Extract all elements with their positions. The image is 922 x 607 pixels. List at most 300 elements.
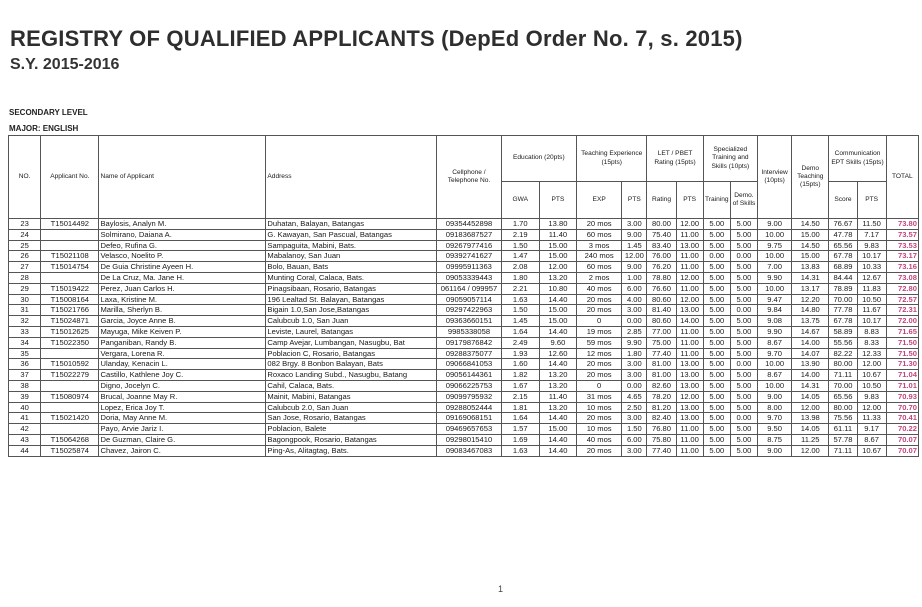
- header-let-pts: PTS: [676, 182, 703, 219]
- cell-gwa: 1.50: [501, 240, 539, 251]
- cell-gwa: 2.15: [501, 391, 539, 402]
- header-name: Name of Applicant: [99, 136, 266, 219]
- header-communication-pts: PTS: [857, 182, 886, 219]
- cell-rating: 77.40: [647, 348, 676, 359]
- cell-total: 71.01: [886, 380, 918, 391]
- cell-total: 72.80: [886, 283, 918, 294]
- cell-communication-pts: 11.67: [857, 305, 886, 316]
- cell-gwa: 1.47: [501, 251, 539, 262]
- cell-communication-pts: 10.50: [857, 294, 886, 305]
- cell-communication-pts: 10.33: [857, 262, 886, 273]
- cell-education-pts: 13.20: [539, 380, 576, 391]
- cell-demo-skills: 5.00: [730, 424, 757, 435]
- cell-address: 196 Lealtad St. Balayan, Batangas: [266, 294, 437, 305]
- cell-total: 70.93: [886, 391, 918, 402]
- cell-phone: 09288375077: [437, 348, 501, 359]
- cell-let-pts: 13.00: [676, 359, 703, 370]
- cell-total: 71.30: [886, 359, 918, 370]
- cell-communication-pts: 8.83: [857, 326, 886, 337]
- cell-total: 73.53: [886, 240, 918, 251]
- cell-address: Bolo, Bauan, Bats: [266, 262, 437, 273]
- cell-name: Chavez, Jairon C.: [99, 445, 266, 456]
- cell-phone: 09183687527: [437, 229, 501, 240]
- cell-address: Munting Coral, Calaca, Bats.: [266, 272, 437, 283]
- cell-name: Payo, Arvie Jariz I.: [99, 424, 266, 435]
- cell-communication-pts: 10.67: [857, 370, 886, 381]
- cell-total: 73.57: [886, 229, 918, 240]
- cell-let-pts: 11.00: [676, 326, 703, 337]
- cell-phone: 09267977416: [437, 240, 501, 251]
- cell-training: 5.00: [703, 445, 730, 456]
- school-year: S.Y. 2015-2016: [10, 56, 120, 73]
- cell-training: 5.00: [703, 326, 730, 337]
- cell-demo-skills: 5.00: [730, 240, 757, 251]
- cell-applicant-no: T15008164: [41, 294, 99, 305]
- header-rating: Rating: [647, 182, 676, 219]
- header-interview: Interview (10pts): [758, 136, 792, 219]
- header-address: Address: [266, 136, 437, 219]
- cell-score: 65.56: [829, 391, 857, 402]
- header-experience-pts: PTS: [622, 182, 647, 219]
- cell-address: San Jose, Rosario, Batangas: [266, 413, 437, 424]
- cell-name: Solmirano, Daiana A.: [99, 229, 266, 240]
- cell-education-pts: 14.40: [539, 413, 576, 424]
- cell-rating: 81.00: [647, 370, 676, 381]
- cell-score: 68.89: [829, 262, 857, 273]
- cell-score: 57.78: [829, 434, 857, 445]
- cell-applicant-no: T15012625: [41, 326, 99, 337]
- cell-rating: 82.40: [647, 413, 676, 424]
- cell-demo-teaching: 15.00: [792, 229, 829, 240]
- cell-exp: 10 mos: [577, 402, 622, 413]
- cell-demo-skills: 5.00: [730, 402, 757, 413]
- header-gwa: GWA: [501, 182, 539, 219]
- header-specialized-training: Specialized Training and Skills (10pts): [703, 136, 757, 182]
- document-title: REGISTRY OF QUALIFIED APPLICANTS (DepEd Order No. 7, s. 2015): [10, 26, 743, 51]
- cell-address: Ping-As, Alitagtag, Bats.: [266, 445, 437, 456]
- cell-exp: 20 mos: [577, 305, 622, 316]
- header-no: NO.: [9, 136, 41, 219]
- cell-address: Cahil, Calaca, Bats.: [266, 380, 437, 391]
- cell-phone: 09298015410: [437, 434, 501, 445]
- cell-applicant-no: [41, 272, 99, 283]
- cell-training: 5.00: [703, 434, 730, 445]
- cell-rating: 75.80: [647, 434, 676, 445]
- cell-score: 76.67: [829, 219, 857, 230]
- cell-experience-pts: 3.00: [622, 305, 647, 316]
- cell-address: Bigain 1.0,San Jose,Batangas: [266, 305, 437, 316]
- cell-training: 5.00: [703, 283, 730, 294]
- cell-address: Duhatan, Balayan, Batangas: [266, 219, 437, 230]
- cell-communication-pts: 12.00: [857, 359, 886, 370]
- cell-no: 36: [9, 359, 41, 370]
- header-score: Score: [829, 182, 857, 219]
- cell-total: 72.00: [886, 316, 918, 327]
- cell-experience-pts: 9.90: [622, 337, 647, 348]
- cell-demo-skills: 0.00: [730, 359, 757, 370]
- cell-education-pts: 13.20: [539, 272, 576, 283]
- cell-address: Leviste, Laurel, Batangas: [266, 326, 437, 337]
- cell-demo-teaching: 15.00: [792, 251, 829, 262]
- table-row: [9, 251, 919, 262]
- cell-no: 42: [9, 424, 41, 435]
- cell-demo-teaching: 14.31: [792, 380, 829, 391]
- cell-gwa: 1.81: [501, 402, 539, 413]
- cell-education-pts: 13.20: [539, 402, 576, 413]
- cell-exp: 31 mos: [577, 391, 622, 402]
- cell-demo-skills: 5.00: [730, 316, 757, 327]
- cell-gwa: 1.64: [501, 413, 539, 424]
- header-total: TOTAL: [886, 136, 918, 219]
- cell-education-pts: 14.40: [539, 434, 576, 445]
- table-row: [9, 305, 919, 316]
- header-demo-teaching: Demo Teaching (15pts): [792, 136, 829, 219]
- cell-communication-pts: 9.83: [857, 240, 886, 251]
- cell-experience-pts: 6.00: [622, 283, 647, 294]
- cell-communication-pts: 11.50: [857, 219, 886, 230]
- cell-score: 75.56: [829, 413, 857, 424]
- cell-interview: 9.00: [758, 391, 792, 402]
- cell-let-pts: 13.00: [676, 413, 703, 424]
- cell-no: 39: [9, 391, 41, 402]
- cell-applicant-no: T15021766: [41, 305, 99, 316]
- table-row: [9, 272, 919, 283]
- cell-no: 24: [9, 229, 41, 240]
- cell-total: 73.17: [886, 251, 918, 262]
- cell-demo-teaching: 14.50: [792, 240, 829, 251]
- cell-education-pts: 14.40: [539, 445, 576, 456]
- cell-experience-pts: 1.50: [622, 424, 647, 435]
- cell-communication-pts: 11.33: [857, 413, 886, 424]
- cell-name: Doria, May Anne M.: [99, 413, 266, 424]
- cell-address: Roxaco Landing Subd., Nasugbu, Batang: [266, 370, 437, 381]
- cell-total: 73.80: [886, 219, 918, 230]
- cell-phone: 09066225753: [437, 380, 501, 391]
- header-demo-skills: Demo. of Skills: [730, 182, 757, 219]
- cell-applicant-no: [41, 380, 99, 391]
- cell-score: 70.00: [829, 380, 857, 391]
- cell-name: Garcia, Joyce Anne B.: [99, 316, 266, 327]
- cell-experience-pts: 1.80: [622, 348, 647, 359]
- cell-demo-teaching: 11.25: [792, 434, 829, 445]
- cell-training: 5.00: [703, 348, 730, 359]
- cell-gwa: 2.21: [501, 283, 539, 294]
- cell-total: 71.65: [886, 326, 918, 337]
- cell-experience-pts: 12.00: [622, 251, 647, 262]
- cell-address: Camp Avejar, Lumbangan, Nasugbu, Bat: [266, 337, 437, 348]
- cell-interview: 8.00: [758, 402, 792, 413]
- cell-address: Mainit, Mabini, Batangas: [266, 391, 437, 402]
- cell-let-pts: 11.00: [676, 348, 703, 359]
- cell-rating: 76.80: [647, 424, 676, 435]
- cell-gwa: 1.50: [501, 305, 539, 316]
- cell-let-pts: 11.00: [676, 337, 703, 348]
- cell-education-pts: 10.80: [539, 283, 576, 294]
- cell-name: De Guzman, Claire G.: [99, 434, 266, 445]
- cell-name: Laxa, Kristine M.: [99, 294, 266, 305]
- cell-score: 67.78: [829, 251, 857, 262]
- cell-demo-skills: 5.00: [730, 229, 757, 240]
- cell-interview: 9.84: [758, 305, 792, 316]
- cell-rating: 82.60: [647, 380, 676, 391]
- cell-phone: 09354452898: [437, 219, 501, 230]
- cell-training: 5.00: [703, 219, 730, 230]
- cell-demo-skills: 5.00: [730, 370, 757, 381]
- cell-education-pts: 15.00: [539, 424, 576, 435]
- cell-exp: 3 mos: [577, 240, 622, 251]
- cell-training: 5.00: [703, 424, 730, 435]
- cell-education-pts: 11.40: [539, 229, 576, 240]
- table-row: [9, 380, 919, 391]
- cell-training: 5.00: [703, 262, 730, 273]
- cell-interview: 8.67: [758, 370, 792, 381]
- cell-no: 26: [9, 251, 41, 262]
- cell-interview: 8.75: [758, 434, 792, 445]
- cell-interview: 8.67: [758, 337, 792, 348]
- cell-communication-pts: 12.33: [857, 348, 886, 359]
- header-communication: Communication EPT Skills (15pts): [829, 136, 886, 182]
- cell-gwa: 2.19: [501, 229, 539, 240]
- table-row: [9, 413, 919, 424]
- cell-no: 31: [9, 305, 41, 316]
- cell-rating: 80.60: [647, 316, 676, 327]
- cell-training: 5.00: [703, 305, 730, 316]
- cell-demo-teaching: 13.83: [792, 262, 829, 273]
- cell-rating: 76.00: [647, 251, 676, 262]
- cell-address: Bagongpook, Rosario, Batangas: [266, 434, 437, 445]
- cell-total: 70.07: [886, 434, 918, 445]
- cell-gwa: 1.82: [501, 370, 539, 381]
- cell-let-pts: 11.00: [676, 283, 703, 294]
- cell-demo-skills: 0.00: [730, 413, 757, 424]
- table-row: [9, 424, 919, 435]
- cell-applicant-no: [41, 229, 99, 240]
- cell-exp: 0: [577, 316, 622, 327]
- cell-demo-skills: 5.00: [730, 434, 757, 445]
- cell-rating: 77.40: [647, 445, 676, 456]
- cell-address: Pinagsibaan, Rosario, Batangas: [266, 283, 437, 294]
- cell-education-pts: 14.40: [539, 359, 576, 370]
- cell-applicant-no: T15010592: [41, 359, 99, 370]
- cell-no: 37: [9, 370, 41, 381]
- cell-interview: 9.90: [758, 272, 792, 283]
- cell-education-pts: 15.00: [539, 251, 576, 262]
- cell-demo-teaching: 14.00: [792, 370, 829, 381]
- cell-score: 67.78: [829, 316, 857, 327]
- cell-name: Ulanday, Kenacin L.: [99, 359, 266, 370]
- cell-rating: 75.00: [647, 337, 676, 348]
- cell-total: 70.07: [886, 445, 918, 456]
- cell-communication-pts: 7.17: [857, 229, 886, 240]
- cell-exp: 20 mos: [577, 445, 622, 456]
- cell-let-pts: 12.00: [676, 294, 703, 305]
- cell-training: 5.00: [703, 370, 730, 381]
- cell-name: Velasco, Noelito P.: [99, 251, 266, 262]
- cell-let-pts: 11.00: [676, 445, 703, 456]
- cell-no: 34: [9, 337, 41, 348]
- cell-applicant-no: [41, 240, 99, 251]
- cell-let-pts: 12.00: [676, 219, 703, 230]
- cell-education-pts: 12.00: [539, 262, 576, 273]
- cell-gwa: 1.64: [501, 326, 539, 337]
- cell-name: Panganiban, Randy B.: [99, 337, 266, 348]
- cell-score: 82.22: [829, 348, 857, 359]
- cell-demo-teaching: 14.00: [792, 337, 829, 348]
- cell-gwa: 1.45: [501, 316, 539, 327]
- cell-experience-pts: 3.00: [622, 359, 647, 370]
- cell-education-pts: 15.00: [539, 305, 576, 316]
- cell-applicant-no: [41, 348, 99, 359]
- cell-gwa: 1.93: [501, 348, 539, 359]
- cell-interview: 10.00: [758, 251, 792, 262]
- cell-interview: 10.00: [758, 380, 792, 391]
- cell-phone: 09179876842: [437, 337, 501, 348]
- cell-address: G. Kawayan, San Pascual, Batangas: [266, 229, 437, 240]
- cell-phone: 09469657653: [437, 424, 501, 435]
- cell-experience-pts: 9.00: [622, 262, 647, 273]
- header-exp: EXP: [577, 182, 622, 219]
- cell-education-pts: 15.00: [539, 316, 576, 327]
- table-row: [9, 391, 919, 402]
- cell-exp: 60 mos: [577, 229, 622, 240]
- cell-no: 38: [9, 380, 41, 391]
- page-number: 1: [498, 584, 504, 594]
- cell-no: 32: [9, 316, 41, 327]
- cell-demo-skills: 5.00: [730, 262, 757, 273]
- applicants-table-body: [9, 219, 919, 457]
- cell-address: 082 Brgy. 8 Bonbon Balayan, Bats: [266, 359, 437, 370]
- cell-communication-pts: 10.17: [857, 251, 886, 262]
- cell-rating: 78.80: [647, 272, 676, 283]
- cell-total: 72.31: [886, 305, 918, 316]
- cell-experience-pts: 3.00: [622, 219, 647, 230]
- cell-rating: 81.40: [647, 305, 676, 316]
- cell-experience-pts: 2.85: [622, 326, 647, 337]
- cell-address: Poblacion, Balete: [266, 424, 437, 435]
- cell-total: 72.57: [886, 294, 918, 305]
- cell-demo-skills: 0.00: [730, 305, 757, 316]
- cell-demo-skills: 5.00: [730, 391, 757, 402]
- cell-exp: 0: [577, 380, 622, 391]
- table-row: [9, 445, 919, 456]
- cell-let-pts: 13.00: [676, 305, 703, 316]
- cell-no: 23: [9, 219, 41, 230]
- cell-experience-pts: 1.00: [622, 272, 647, 283]
- cell-education-pts: 11.40: [539, 391, 576, 402]
- cell-communication-pts: 9.17: [857, 424, 886, 435]
- table-row: [9, 337, 919, 348]
- cell-score: 65.56: [829, 240, 857, 251]
- cell-rating: 80.00: [647, 219, 676, 230]
- cell-education-pts: 9.60: [539, 337, 576, 348]
- cell-gwa: 1.63: [501, 445, 539, 456]
- cell-exp: 40 mos: [577, 434, 622, 445]
- cell-exp: 20 mos: [577, 370, 622, 381]
- header-teaching-experience: Teaching Experience (15pts): [577, 136, 647, 182]
- cell-gwa: 1.70: [501, 219, 539, 230]
- cell-name: De La Cruz, Ma. Jane H.: [99, 272, 266, 283]
- cell-applicant-no: T15021420: [41, 413, 99, 424]
- cell-name: Perez, Juan Carlos H.: [99, 283, 266, 294]
- cell-name: Baylosis, Analyn M.: [99, 219, 266, 230]
- cell-phone: 09392741627: [437, 251, 501, 262]
- cell-experience-pts: 1.45: [622, 240, 647, 251]
- cell-demo-skills: 5.00: [730, 348, 757, 359]
- cell-phone: 09053339443: [437, 272, 501, 283]
- cell-no: 44: [9, 445, 41, 456]
- cell-training: 5.00: [703, 316, 730, 327]
- cell-experience-pts: 3.00: [622, 413, 647, 424]
- cell-communication-pts: 8.67: [857, 434, 886, 445]
- cell-phone: 09056144361: [437, 370, 501, 381]
- cell-score: 61.11: [829, 424, 857, 435]
- cell-applicant-no: T15022279: [41, 370, 99, 381]
- cell-demo-teaching: 12.20: [792, 294, 829, 305]
- cell-education-pts: 14.40: [539, 294, 576, 305]
- cell-experience-pts: 3.00: [622, 445, 647, 456]
- cell-exp: 20 mos: [577, 359, 622, 370]
- cell-score: 71.11: [829, 445, 857, 456]
- cell-communication-pts: 12.67: [857, 272, 886, 283]
- cell-demo-teaching: 12.00: [792, 445, 829, 456]
- cell-let-pts: 13.00: [676, 402, 703, 413]
- cell-demo-teaching: 14.67: [792, 326, 829, 337]
- cell-experience-pts: 4.65: [622, 391, 647, 402]
- cell-demo-teaching: 14.05: [792, 391, 829, 402]
- cell-let-pts: 11.00: [676, 262, 703, 273]
- cell-name: Vergara, Lorena R.: [99, 348, 266, 359]
- cell-interview: 10.00: [758, 283, 792, 294]
- cell-rating: 81.00: [647, 359, 676, 370]
- cell-experience-pts: 0.00: [622, 316, 647, 327]
- cell-training: 5.00: [703, 402, 730, 413]
- cell-name: Defeo, Rufina G.: [99, 240, 266, 251]
- cell-let-pts: 12.00: [676, 391, 703, 402]
- cell-name: Brucal, Joanne May R.: [99, 391, 266, 402]
- cell-rating: 81.20: [647, 402, 676, 413]
- cell-name: Lopez, Erica Joy T.: [99, 402, 266, 413]
- cell-demo-skills: 5.00: [730, 283, 757, 294]
- cell-no: 41: [9, 413, 41, 424]
- cell-interview: 9.00: [758, 219, 792, 230]
- cell-communication-pts: 9.83: [857, 391, 886, 402]
- cell-no: 27: [9, 262, 41, 273]
- cell-demo-skills: 5.00: [730, 272, 757, 283]
- cell-address: Sampaguita, Mabini, Bats.: [266, 240, 437, 251]
- cell-applicant-no: T15024871: [41, 316, 99, 327]
- cell-demo-skills: 5.00: [730, 445, 757, 456]
- table-row: [9, 229, 919, 240]
- cell-name: Digno, Jocelyn C.: [99, 380, 266, 391]
- header-phone: Cellphone / Telephone No.: [437, 136, 501, 219]
- cell-demo-teaching: 13.90: [792, 359, 829, 370]
- cell-exp: 19 mos: [577, 326, 622, 337]
- cell-exp: 20 mos: [577, 413, 622, 424]
- cell-training: 5.00: [703, 413, 730, 424]
- cell-education-pts: 13.20: [539, 370, 576, 381]
- cell-gwa: 1.63: [501, 294, 539, 305]
- cell-applicant-no: T15014492: [41, 219, 99, 230]
- cell-demo-skills: 5.00: [730, 294, 757, 305]
- cell-phone: 061164 / 099957: [437, 283, 501, 294]
- table-row: [9, 434, 919, 445]
- cell-score: 58.89: [829, 326, 857, 337]
- cell-address: Calubcub 1.0, San Juan: [266, 316, 437, 327]
- cell-demo-teaching: 14.50: [792, 219, 829, 230]
- cell-rating: 80.60: [647, 294, 676, 305]
- cell-interview: 9.47: [758, 294, 792, 305]
- cell-total: 71.50: [886, 348, 918, 359]
